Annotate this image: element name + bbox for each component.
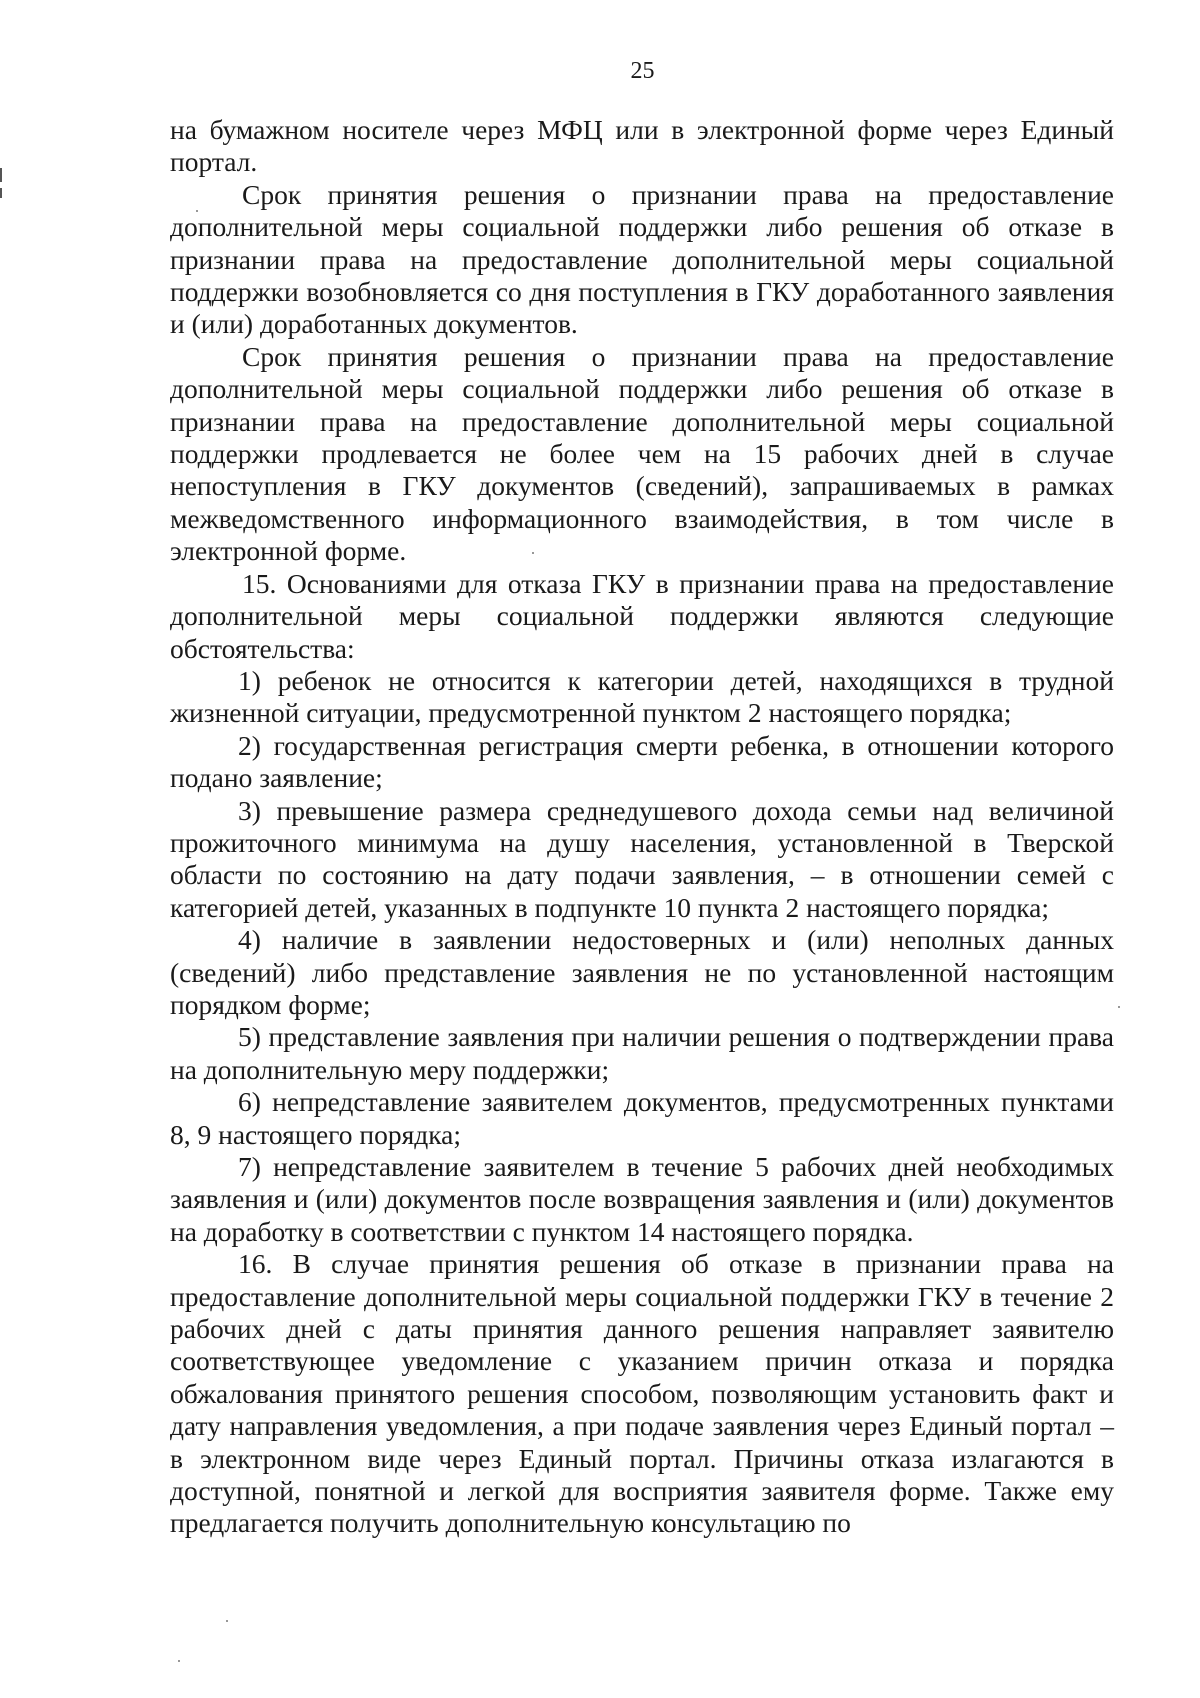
scan-speck [1118,1006,1120,1008]
scan-speck [226,1620,228,1622]
list-item-15-7: 7) непредставление заявителем в течение 5 рабочих дней необходимых заявления и (или) документов после возвращения заявления и (или) документов на доработку в соответствии с пунктом 14 настоящего порядка. [170,1151,1114,1247]
paragraph-item-16: 16. В случае принятия решения об отказе в признании права на предоставление дополнительной меры социальной поддержки ГКУ в течение 2 рабочих дней с даты принятия данного решения направляет заявителю соответствующее уведомление с указанием причин отказа и порядка обжалования принятого решения способом, позволяющим установить факт и дату направления уведомления, а при подаче заявления через Единый портал – в электронном виде через Единый портал. Причины отказа излагаются в доступной, понятной и легкой для восприятия заявителя форме. Также ему предлагается получить дополнительную консультацию по [170,1248,1114,1539]
paragraph-continuation: на бумажном носителе через МФЦ или в электронной форме через Единый портал. [170,114,1114,178]
paragraph-term-resumed: Срок принятия решения о признании права на предоставление дополнительной меры социальной поддержки либо решения об отказе в признании права на предоставление дополнительной меры социальной поддержки возобновляется со дня поступления в ГКУ доработанного заявления и (или) доработанных документов. [170,178,1114,340]
list-item-15-1: 1) ребенок не относится к категории детей, находящихся в трудной жизненной ситуации, предусмотренной пунктом 2 настоящего порядка; [170,664,1114,729]
document-body [170,114,1114,1540]
scan-edge-mark [0,168,2,182]
scan-speck [178,1660,180,1662]
list-item-15-6: 6) непредставление заявителем документов, предусмотренных пунктами 8, 9 настоящего порядка; [170,1086,1114,1150]
page-number: 25 [630,58,655,84]
paragraph-term-extended: Срок принятия решения о признании права на предоставление дополнительной меры социальной поддержки либо решения об отказе в признании права на предоставление дополнительной меры социальной поддержки продлевается не более чем на 15 рабочих дней в случае непоступления в ГКУ документов (сведений), запрашиваемых в рамках межведомственного информационного взаимодействия, в том числе в электронной форме. [170,340,1114,567]
list-item-15-3: 3) превышение размера среднедушевого дохода семьи над величиной прожиточного минимума на душу населения, установленной в Тверской области по состоянию на дату подачи заявления, – в отношении семей с категорией детей, указанных в подпункте 10 пункта 2 настоящего порядка; [170,794,1114,923]
list-item-15-2: 2) государственная регистрация смерти ребенка, в отношении которого подано заявление; [170,729,1114,794]
paragraph-item-15: 15. Основаниями для отказа ГКУ в признании права на предоставление дополнительной меры социальной поддержки являются следующие обстоятельства: [170,567,1114,664]
list-item-15-4: 4) наличие в заявлении недостоверных и (или) неполных данных (сведений) либо представление заявления не по установленной настоящим порядком форме; [170,924,1114,1020]
list-item-15-5: 5) представление заявления при наличии решения о подтверждении права на дополнительную меру поддержки; [170,1021,1114,1085]
scan-edge-mark [0,188,2,198]
